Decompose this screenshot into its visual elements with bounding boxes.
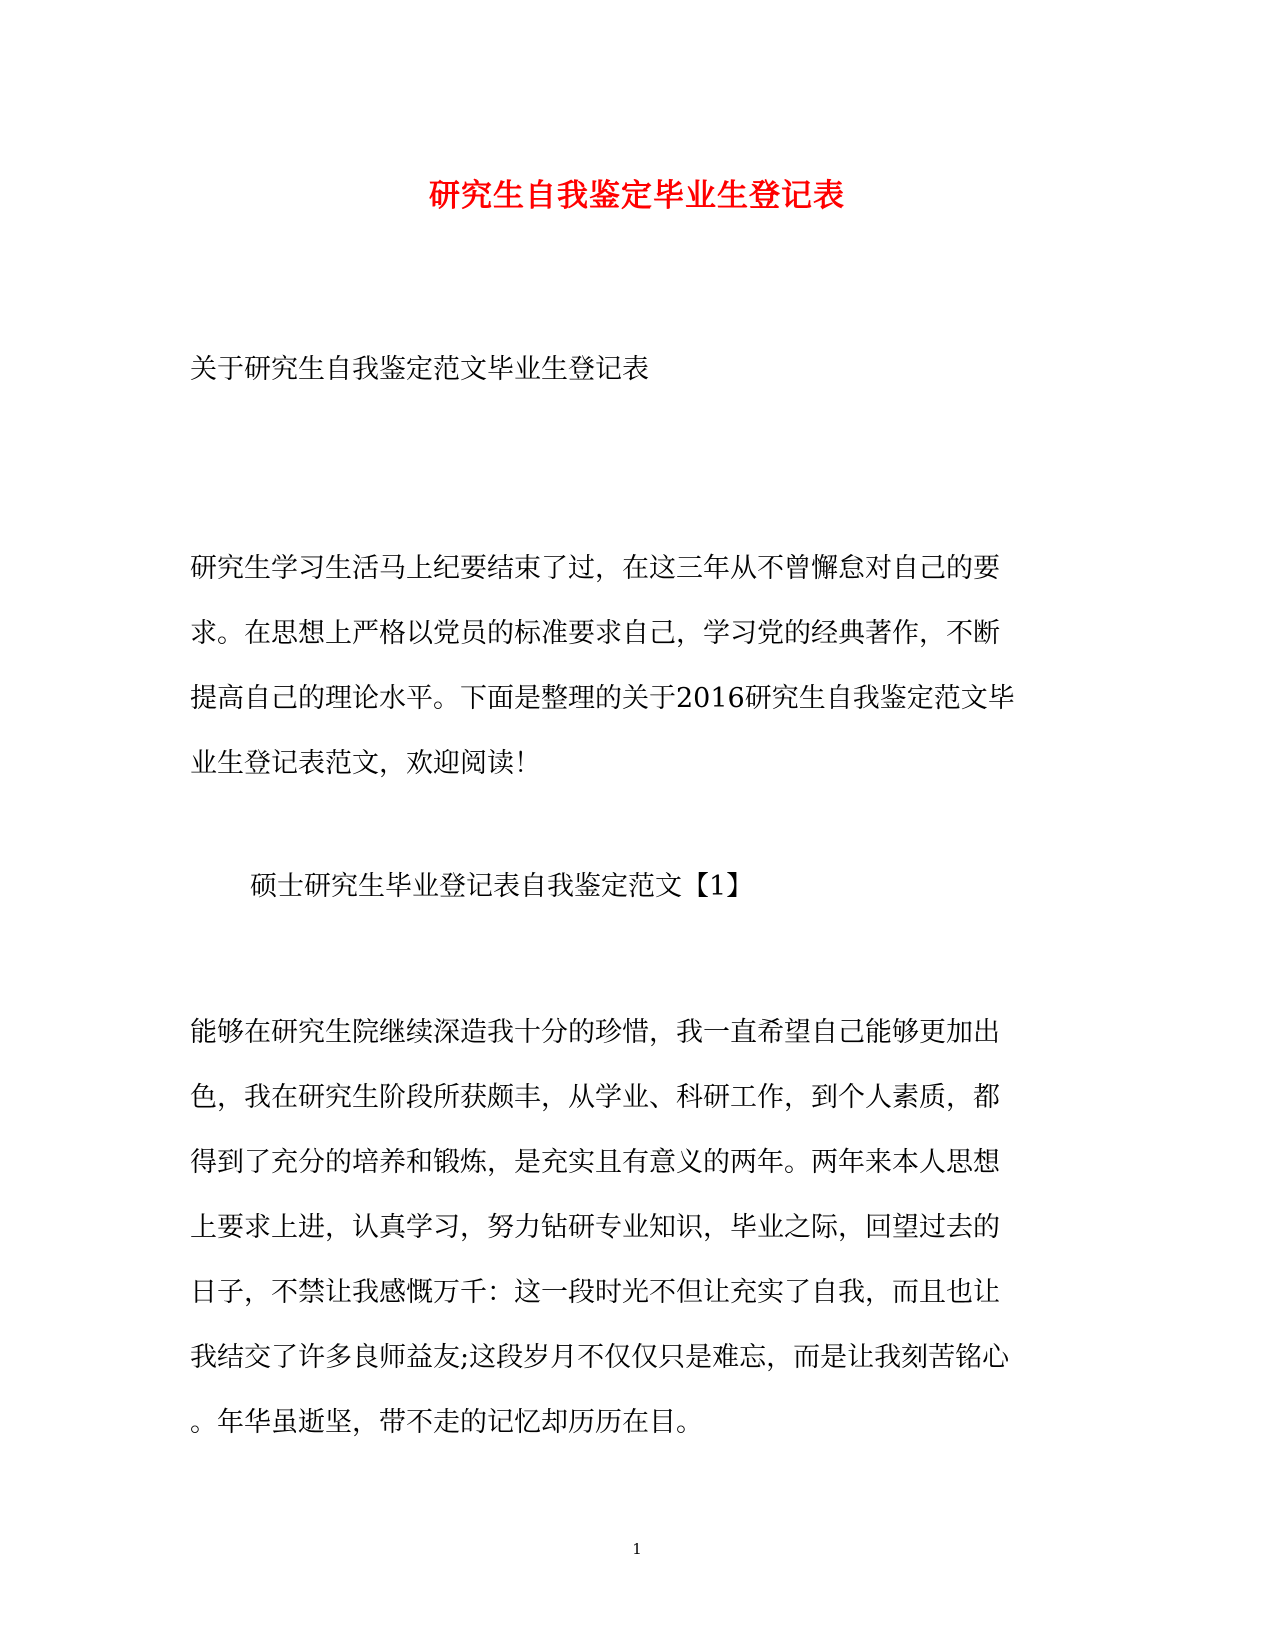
body-line: 日子，不禁让我感慨万千：这一段时光不但让充实了自我，而且也让	[190, 1277, 1000, 1308]
document-subtitle: 关于研究生自我鉴定范文毕业生登记表	[190, 354, 649, 385]
body-line: 得到了充分的培养和锻炼，是充实且有意义的两年。两年来本人思想	[190, 1147, 1000, 1178]
intro-line: 研究生学习生活马上纪要结束了过，在这三年从不曾懈怠对自己的要	[190, 553, 1000, 584]
intro-line: 提高自己的理论水平。下面是整理的关于2016研究生自我鉴定范文毕	[190, 683, 1015, 714]
body-line: 色，我在研究生阶段所获颇丰，从学业、科研工作，到个人素质，都	[190, 1082, 1000, 1113]
section-heading: 硕士研究生毕业登记表自我鉴定范文【1】	[250, 871, 754, 902]
body-line: 我结交了许多良师益友;这段岁月不仅仅只是难忘，而是让我刻苦铭心	[190, 1342, 1010, 1373]
intro-paragraph	[190, 536, 1090, 796]
body-line: 。年华虽逝坚，带不走的记忆却历历在目。	[190, 1407, 703, 1438]
page-number: 1	[632, 1540, 642, 1558]
body-line: 能够在研究生院继续深造我十分的珍惜，我一直希望自己能够更加出	[190, 1017, 1000, 1048]
body-paragraph	[190, 1000, 1090, 1455]
document-title: 研究生自我鉴定毕业生登记表	[429, 178, 845, 214]
intro-line: 求。在思想上严格以党员的标准要求自己，学习党的经典著作，不断	[190, 618, 1000, 649]
intro-line: 业生登记表范文，欢迎阅读！	[190, 748, 541, 779]
body-line: 上要求上进，认真学习，努力钻研专业知识，毕业之际，回望过去的	[190, 1212, 1000, 1243]
